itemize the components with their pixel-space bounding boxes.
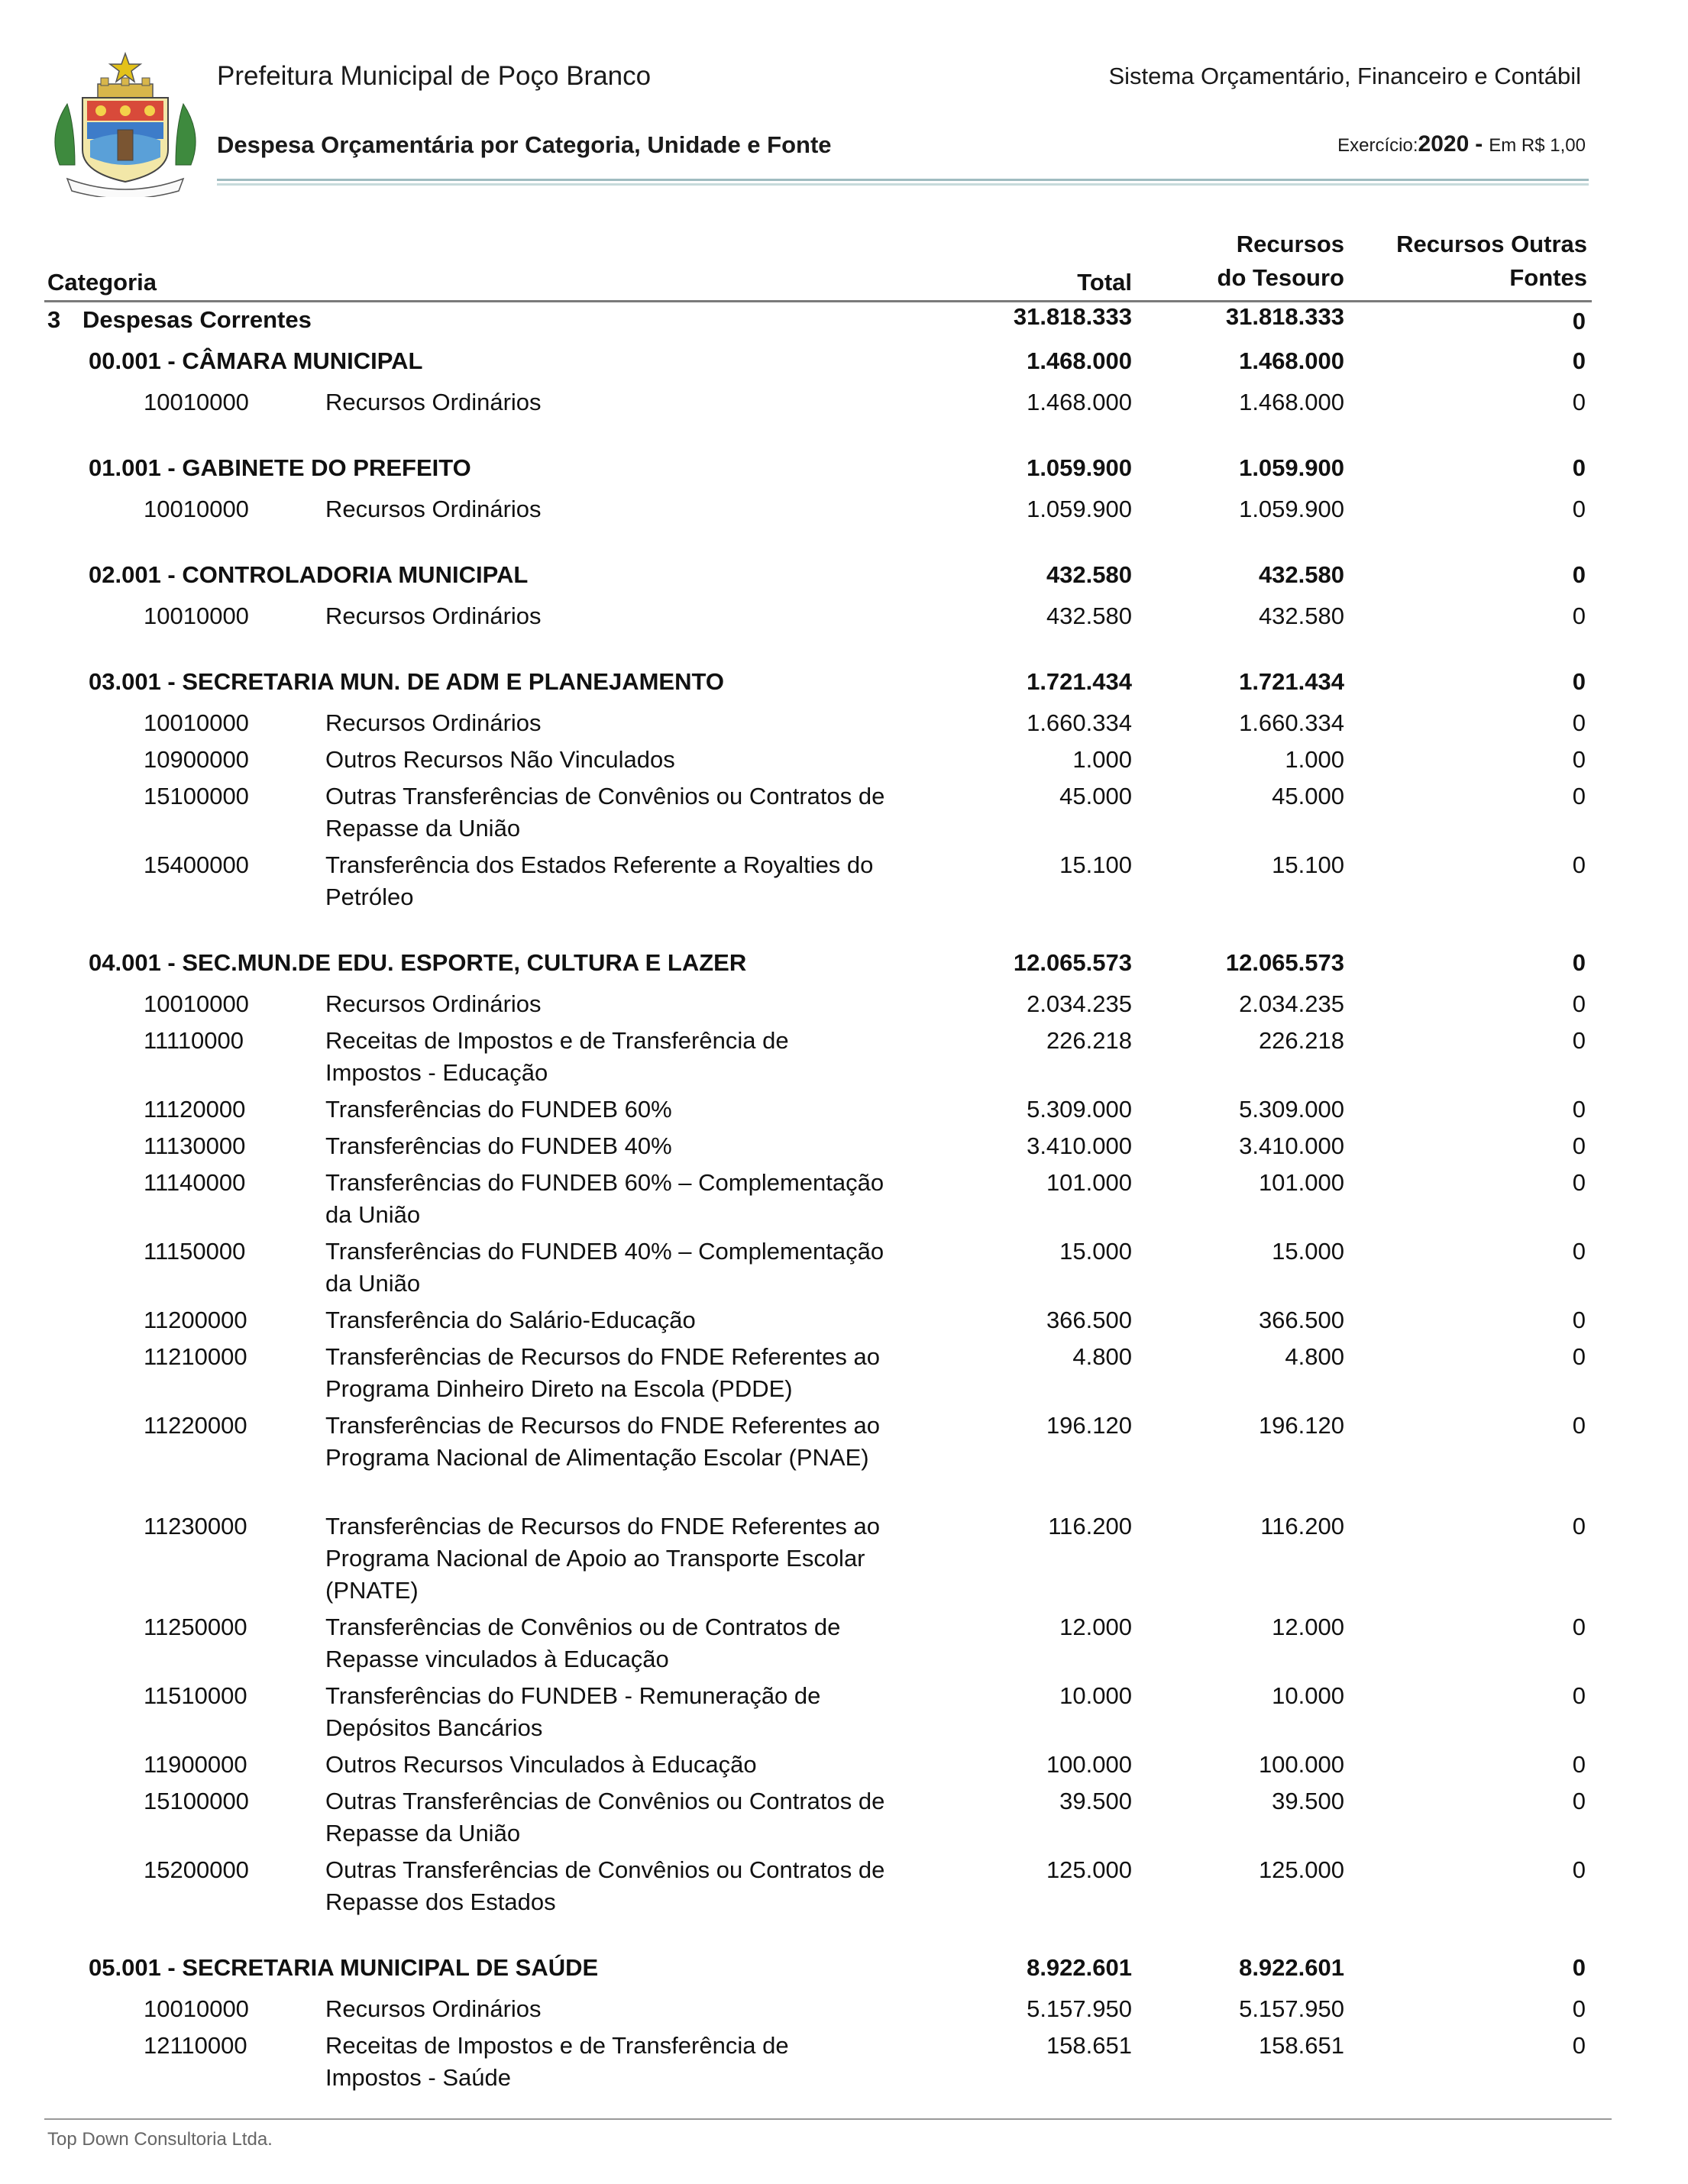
footer-company: Top Down Consultoria Ltda.: [47, 2129, 273, 2150]
total-value: 1.059.900: [1027, 454, 1132, 481]
source-code: 15100000: [144, 1788, 249, 1814]
source-code: 10010000: [144, 496, 249, 522]
source-description: Transferências de Recursos do FNDE Referentes ao Programa Nacional de Apoio ao Transporte Escolar (PNATE): [325, 1513, 880, 1604]
source-description: Outras Transferências de Convênios ou Contratos de Repasse da União: [325, 783, 885, 842]
outras-fontes-value: 0: [1572, 1682, 1586, 1709]
outras-fontes-value: 0: [1572, 454, 1586, 481]
total-value: 12.065.573: [1013, 949, 1132, 976]
outras-fontes-value: 0: [1572, 308, 1586, 334]
source-code: 11210000: [144, 1343, 247, 1370]
outras-fontes-value: 0: [1572, 1513, 1586, 1539]
source-code: 11900000: [144, 1751, 247, 1778]
total-value: 31.818.333: [1013, 303, 1132, 330]
column-header-line: Fontes: [1509, 264, 1587, 291]
outras-fontes-value: 0: [1572, 603, 1586, 629]
outras-fontes-value: 0: [1572, 1614, 1586, 1640]
tesouro-value: 100.000: [1258, 1751, 1344, 1778]
source-code: 11510000: [144, 1682, 247, 1709]
source-code: 10900000: [144, 746, 249, 773]
outras-fontes-value: 0: [1572, 1995, 1586, 2022]
source-description: Transferências do FUNDEB 60% – Complementação da União: [325, 1169, 884, 1228]
source-code: 11140000: [144, 1169, 246, 1196]
unit-name: 04.001 - SEC.MUN.DE EDU. ESPORTE, CULTURA E LAZER: [89, 949, 747, 976]
source-code: 10010000: [144, 990, 249, 1017]
tesouro-value: 2.034.235: [1239, 990, 1344, 1017]
total-value: 39.500: [1059, 1788, 1132, 1814]
source-code: 11110000: [144, 1027, 244, 1054]
total-value: 1.059.900: [1027, 496, 1132, 522]
outras-fontes-value: 0: [1572, 1412, 1586, 1439]
tesouro-value: 1.059.900: [1239, 454, 1344, 481]
category-number: 3: [47, 306, 61, 333]
column-header-line: Recursos: [1236, 231, 1344, 257]
source-code: 10010000: [144, 709, 249, 736]
total-value: 12.000: [1059, 1614, 1132, 1640]
total-value: 10.000: [1059, 1682, 1132, 1709]
tesouro-value: 31.818.333: [1225, 303, 1344, 330]
source-code: 11150000: [144, 1238, 246, 1265]
tesouro-value: 432.580: [1258, 603, 1344, 629]
total-value: 100.000: [1046, 1751, 1132, 1778]
outras-fontes-value: 0: [1572, 1751, 1586, 1778]
source-code: 15100000: [144, 783, 249, 809]
tesouro-value: 10.000: [1272, 1682, 1344, 1709]
tesouro-value: 1.468.000: [1239, 389, 1344, 415]
source-description: Recursos Ordinários: [325, 389, 542, 415]
tesouro-value: 196.120: [1258, 1412, 1344, 1439]
total-value: 196.120: [1046, 1412, 1132, 1439]
exercicio-separator: -: [1475, 131, 1483, 157]
tesouro-value: 116.200: [1260, 1513, 1344, 1539]
source-description: Recursos Ordinários: [325, 603, 542, 629]
source-description: Transferências de Recursos do FNDE Referentes ao Programa Dinheiro Direto na Escola (PDDE): [325, 1343, 880, 1402]
total-value: 1.660.334: [1027, 709, 1132, 736]
column-header-total: Total: [1077, 269, 1132, 296]
total-value: 432.580: [1046, 603, 1132, 629]
currency-unit: Em R$ 1,00: [1489, 135, 1586, 156]
outras-fontes-value: 0: [1572, 1169, 1586, 1196]
tesouro-value: 1.468.000: [1239, 347, 1344, 374]
source-description: Recursos Ordinários: [325, 496, 542, 522]
total-value: 432.580: [1046, 561, 1132, 588]
outras-fontes-value: 0: [1572, 949, 1586, 976]
total-value: 4.800: [1072, 1343, 1132, 1370]
source-description: Transferências do FUNDEB 40%: [325, 1132, 672, 1159]
total-value: 101.000: [1046, 1169, 1132, 1196]
source-code: 11200000: [144, 1307, 247, 1333]
outras-fontes-value: 0: [1572, 746, 1586, 773]
source-code: 11220000: [144, 1412, 247, 1439]
source-description: Outras Transferências de Convênios ou Contratos de Repasse dos Estados: [325, 1856, 885, 1915]
tesouro-value: 125.000: [1258, 1856, 1344, 1883]
source-code: 10010000: [144, 603, 249, 629]
total-value: 125.000: [1046, 1856, 1132, 1883]
source-code: 11230000: [144, 1513, 247, 1539]
total-value: 3.410.000: [1027, 1132, 1132, 1159]
tesouro-value: 4.800: [1285, 1343, 1344, 1370]
tesouro-value: 1.721.434: [1239, 668, 1344, 695]
tesouro-value: 101.000: [1258, 1169, 1344, 1196]
outras-fontes-value: 0: [1572, 1027, 1586, 1054]
source-description: Transferências de Recursos do FNDE Referentes ao Programa Nacional de Alimentação Escolar (PNAE): [325, 1412, 880, 1471]
source-description: Transferências do FUNDEB 60%: [325, 1096, 672, 1123]
total-value: 226.218: [1046, 1027, 1132, 1054]
total-value: 1.468.000: [1027, 389, 1132, 415]
source-description: Transferências do FUNDEB 40% – Complementação da União: [325, 1238, 884, 1297]
outras-fontes-value: 0: [1572, 1856, 1586, 1883]
tesouro-value: 39.500: [1272, 1788, 1344, 1814]
total-value: 1.000: [1072, 746, 1132, 773]
source-description: Outros Recursos Não Vinculados: [325, 746, 675, 773]
total-value: 45.000: [1059, 783, 1132, 809]
source-code: 12110000: [144, 2032, 247, 2059]
total-value: 158.651: [1046, 2032, 1132, 2059]
total-value: 1.721.434: [1027, 668, 1132, 695]
column-header-line: Recursos Outras: [1396, 231, 1587, 257]
outras-fontes-value: 0: [1572, 783, 1586, 809]
outras-fontes-value: 0: [1572, 668, 1586, 695]
outras-fontes-value: 0: [1572, 1238, 1586, 1265]
source-description: Transferências de Convênios ou de Contratos de Repasse vinculados à Educação: [325, 1614, 841, 1672]
total-value: 15.100: [1059, 851, 1132, 878]
tesouro-value: 8.922.601: [1239, 1954, 1344, 1981]
outras-fontes-value: 0: [1572, 496, 1586, 522]
tesouro-value: 366.500: [1258, 1307, 1344, 1333]
tesouro-value: 5.157.950: [1239, 1995, 1344, 2022]
unit-name: 03.001 - SECRETARIA MUN. DE ADM E PLANEJAMENTO: [89, 668, 724, 695]
outras-fontes-value: 0: [1572, 561, 1586, 588]
tesouro-value: 1.660.334: [1239, 709, 1344, 736]
source-code: 10010000: [144, 389, 249, 415]
source-description: Receitas de Impostos e de Transferência de Impostos - Saúde: [325, 2032, 789, 2091]
tesouro-value: 15.000: [1272, 1238, 1344, 1265]
organization-name: Prefeitura Municipal de Poço Branco: [217, 61, 652, 91]
total-value: 5.157.950: [1027, 1995, 1132, 2022]
total-value: 8.922.601: [1027, 1954, 1132, 1981]
source-description: Receitas de Impostos e de Transferência de Impostos - Educação: [325, 1027, 789, 1086]
footer-divider: [44, 2118, 1612, 2120]
unit-name: 02.001 - CONTROLADORIA MUNICIPAL: [89, 561, 529, 588]
system-name: Sistema Orçamentário, Financeiro e Contábil: [1108, 63, 1581, 89]
source-code: 15400000: [144, 851, 249, 878]
tesouro-value: 226.218: [1258, 1027, 1344, 1054]
total-value: 366.500: [1046, 1307, 1132, 1333]
column-header-line: do Tesouro: [1217, 264, 1344, 291]
tesouro-value: 15.100: [1272, 851, 1344, 878]
outras-fontes-value: 0: [1572, 1788, 1586, 1814]
source-description: Outros Recursos Vinculados à Educação: [325, 1751, 757, 1778]
unit-name: 01.001 - GABINETE DO PREFEITO: [89, 454, 471, 481]
outras-fontes-value: 0: [1572, 1954, 1586, 1981]
outras-fontes-value: 0: [1572, 1343, 1586, 1370]
source-description: Recursos Ordinários: [325, 1995, 542, 2022]
outras-fontes-value: 0: [1572, 1096, 1586, 1123]
outras-fontes-value: 0: [1572, 1132, 1586, 1159]
exercicio-year: 2020: [1418, 131, 1470, 157]
source-description: Recursos Ordinários: [325, 990, 542, 1017]
total-value: 116.200: [1048, 1513, 1132, 1539]
source-code: 11250000: [144, 1614, 247, 1640]
tesouro-value: 432.580: [1258, 561, 1344, 588]
source-description: Transferências do FUNDEB - Remuneração de Depósitos Bancários: [325, 1682, 821, 1741]
tesouro-value: 45.000: [1272, 783, 1344, 809]
outras-fontes-value: 0: [1572, 1307, 1586, 1333]
outras-fontes-value: 0: [1572, 851, 1586, 878]
tesouro-value: 158.651: [1258, 2032, 1344, 2059]
report-title: Despesa Orçamentária por Categoria, Unidade e Fonte: [217, 131, 832, 158]
outras-fontes-value: 0: [1572, 389, 1586, 415]
outras-fontes-value: 0: [1572, 2032, 1586, 2059]
source-description: Transferência do Salário-Educação: [325, 1307, 696, 1333]
total-value: 1.468.000: [1027, 347, 1132, 374]
tesouro-value: 12.000: [1272, 1614, 1344, 1640]
source-description: Recursos Ordinários: [325, 709, 542, 736]
source-code: 15200000: [144, 1856, 249, 1883]
column-header-categoria: Categoria: [47, 269, 157, 296]
tesouro-value: 1.059.900: [1239, 496, 1344, 522]
source-code: 11130000: [144, 1132, 246, 1159]
source-description: Transferência dos Estados Referente a Royalties do Petróleo: [325, 851, 874, 910]
source-code: 11120000: [144, 1096, 246, 1123]
total-value: 5.309.000: [1027, 1096, 1132, 1123]
outras-fontes-value: 0: [1572, 709, 1586, 736]
total-value: 2.034.235: [1027, 990, 1132, 1017]
outras-fontes-value: 0: [1572, 347, 1586, 374]
source-code: 10010000: [144, 1995, 249, 2022]
tesouro-value: 5.309.000: [1239, 1096, 1344, 1123]
tesouro-value: 1.000: [1285, 746, 1344, 773]
outras-fontes-value: 0: [1572, 990, 1586, 1017]
exercicio-label: Exercício:: [1337, 135, 1418, 156]
source-description: Outras Transferências de Convênios ou Contratos de Repasse da União: [325, 1788, 885, 1846]
tesouro-value: 3.410.000: [1239, 1132, 1344, 1159]
unit-name: 05.001 - SECRETARIA MUNICIPAL DE SAÚDE: [89, 1954, 599, 1981]
tesouro-value: 12.065.573: [1225, 949, 1344, 976]
category-name: Despesas Correntes: [82, 306, 312, 333]
total-value: 15.000: [1059, 1238, 1132, 1265]
unit-name: 00.001 - CÂMARA MUNICIPAL: [89, 347, 423, 374]
